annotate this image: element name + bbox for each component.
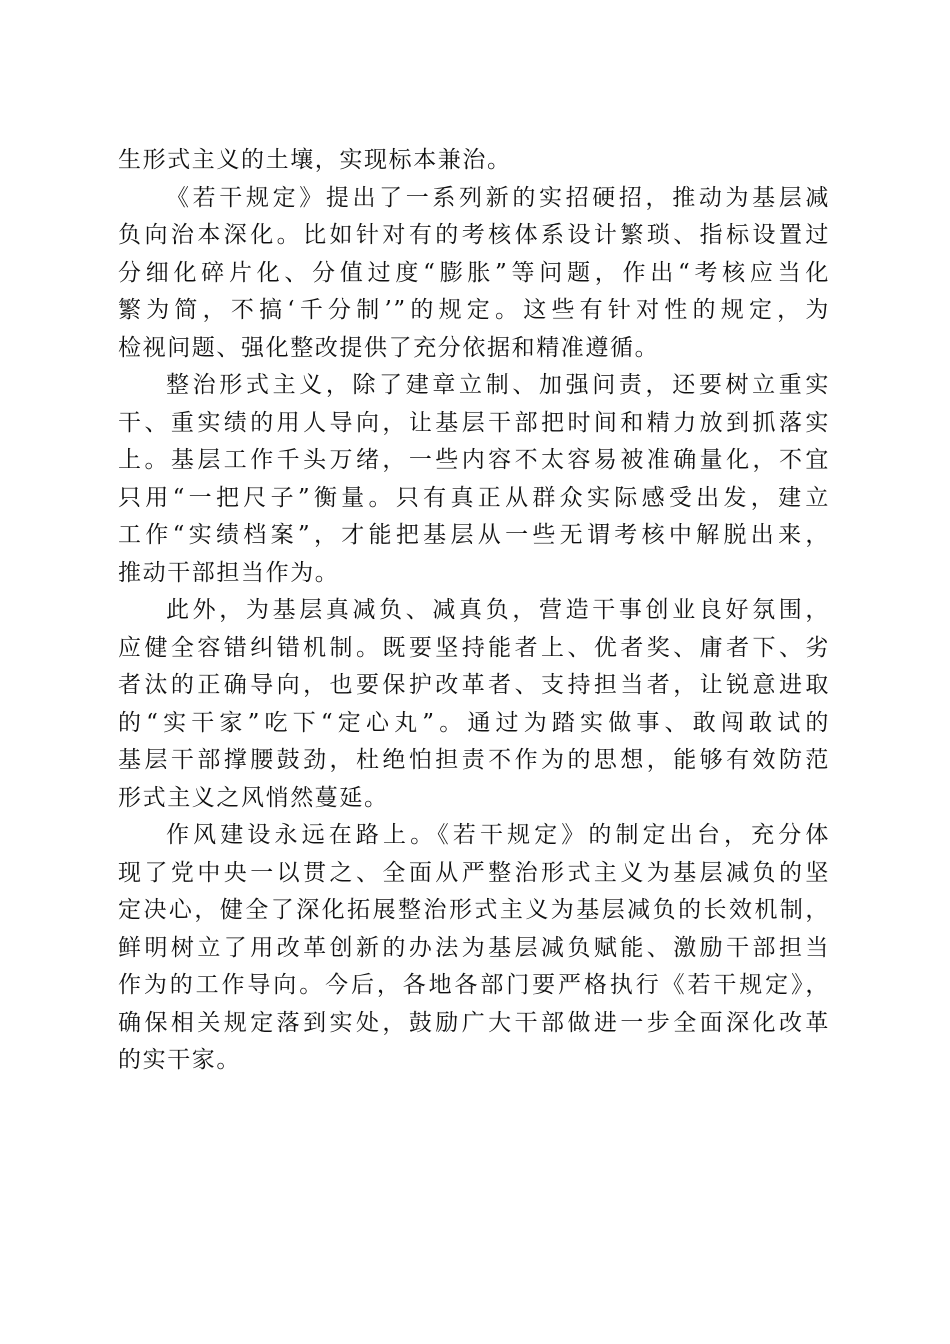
text-line: 《若干规定》提出了一系列新的实招硬招，推动为基层减 <box>166 184 830 211</box>
paragraph-3 <box>118 367 830 592</box>
text-line: 基层干部撑腰鼓劲，杜绝怕担责不作为的思想，能够有效防范 <box>118 747 830 773</box>
text-line: 形式主义之风悄然蔓延。 <box>118 784 389 811</box>
text-line: 确保相关规定落到实处，鼓励广大干部做进一步全面深化改革 <box>118 1009 830 1036</box>
paragraph-1 <box>118 142 830 180</box>
text-line: 上。基层工作千头万绪，一些内容不太容易被准确量化，不宜 <box>118 447 830 473</box>
text-line: 此外，为基层真减负、减真负，营造干事创业良好氛围， <box>166 597 830 623</box>
text-line: 作为的工作导向。今后，各地各部门要严格执行《若干规定》， <box>118 972 830 998</box>
text-line: 作风建设永远在路上。《若干规定》的制定出台，充分体 <box>166 822 830 848</box>
text-line: 定决心，健全了深化拓展整治形式主义为基层减负的长效机制， <box>118 897 830 923</box>
text-line: 现了党中央一以贯之、全面从严整治形式主义为基层减负的坚 <box>118 859 830 886</box>
text-line: 只用“一把尺子”衡量。只有真正从群众实际感受出发，建立 <box>118 484 830 511</box>
text-line: 干、重实绩的用人导向，让基层干部把时间和精力放到抓落实 <box>118 409 830 436</box>
text-line: 生形式主义的土壤，实现标本兼治。 <box>118 147 512 173</box>
text-line: 鲜明树立了用改革创新的办法为基层减负赋能、激励干部担当 <box>118 934 830 961</box>
document-body <box>118 142 830 1080</box>
text-line: 应健全容错纠错机制。既要坚持能者上、优者奖、庸者下、劣 <box>118 634 830 661</box>
text-line: 推动干部担当作为。 <box>118 559 340 586</box>
text-line: 分细化碎片化、分值过度“膨胀”等问题，作出“考核应当化 <box>118 259 830 286</box>
paragraph-2 <box>118 180 830 368</box>
text-line: 者汰的正确导向，也要保护改革者、支持担当者，让锐意进取 <box>118 672 830 698</box>
text-line: 的实干家。 <box>118 1047 241 1073</box>
text-line: 检视问题、强化整改提供了充分依据和精准遵循。 <box>118 334 660 361</box>
text-line: 整治形式主义，除了建章立制、加强问责，还要树立重实 <box>166 372 830 398</box>
text-line: 的“实干家”吃下“定心丸”。通过为踏实做事、敢闯敢试的 <box>118 709 830 736</box>
text-line: 负向治本深化。比如针对有的考核体系设计繁琐、指标设置过 <box>118 222 830 248</box>
text-line: 繁为简，不搞‘千分制’”的规定。这些有针对性的规定，为 <box>118 297 830 323</box>
paragraph-4 <box>118 592 830 817</box>
text-line: 工作“实绩档案”，才能把基层从一些无谓考核中解脱出来， <box>118 522 830 548</box>
paragraph-5 <box>118 817 830 1080</box>
